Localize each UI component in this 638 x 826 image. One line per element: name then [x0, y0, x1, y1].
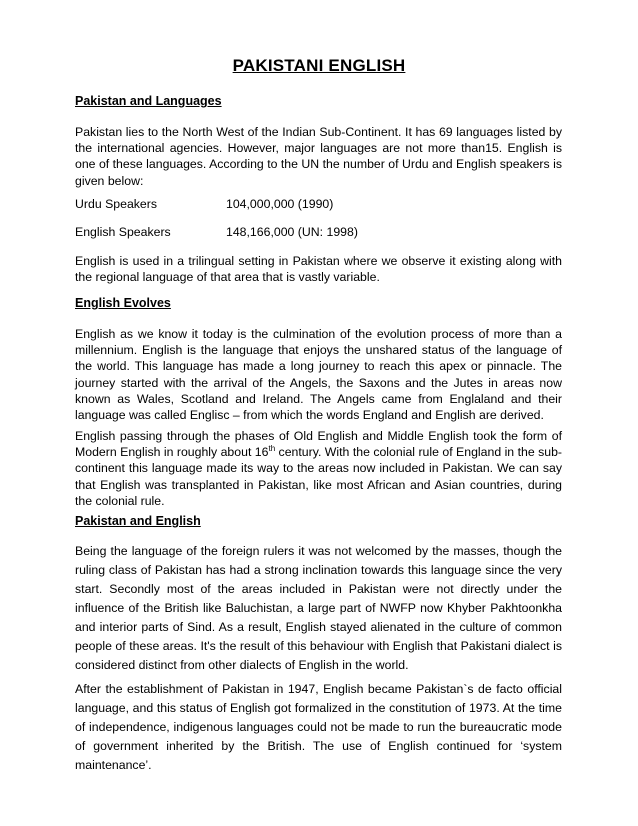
evolves-paragraph-1: English as we know it today is the culmination of the evolution process of more than a millennium. English is the language that enjoys the unshared status of the language of the world. This language has made a long journey to reach this apex or pinnacle. The journey started with the arrival of the Angels, the Saxons and the Jutes in areas now known as Wales, Scotland and Ireland. The Angels came from Englaland and their language was called Englisc – from which the words England and English are derived. [75, 327, 562, 423]
english-speakers-label: English Speakers [75, 225, 171, 239]
urdu-speakers-label: Urdu Speakers [75, 197, 158, 211]
evolves-paragraph-2 [75, 428, 562, 509]
section-heading-english-evolves: English Evolves [75, 296, 171, 310]
urdu-speakers-row [75, 196, 334, 212]
trilingual-paragraph: English is used in a trilingual setting in Pakistan where we observe it existing along with the regional language of that area that is vastly variable. [75, 254, 562, 285]
english-speakers-row [75, 224, 358, 240]
urdu-speakers-value: 104,000,000 (1990) [226, 197, 334, 211]
ordinal-superscript: th [268, 444, 276, 454]
english-speakers-value: 148,166,000 (UN: 1998) [226, 225, 358, 239]
intro-paragraph: Pakistan lies to the North West of the Indian Sub-Continent. It has 69 languages listed by the international agencies. However, major languages are not more than15. English is one of these languages. According to the UN the number of Urdu and English speakers is given below: [75, 125, 562, 188]
page-title: PAKISTANI ENGLISH [232, 56, 406, 75]
evolves-paragraph-2-text-a: English passing through the phases of Old English and Middle English took the form of Modern English in roughly about 16 [75, 429, 562, 460]
section-heading-pakistan-and-english: Pakistan and English [75, 514, 201, 528]
pakistan-english-paragraph-1: Being the language of the foreign rulers it was not welcomed by the masses, though the ruling class of Pakistan has had a strong inclination towards this language since the very start. Secondly most of the areas included in Pakistan were not directly under the influence of the British like Baluchistan, a large part of NWFP now Khyber Pakhtoonkha and interior parts of Sind. As a result, English stayed alienated in the culture of common people of these areas. It's the result of this behaviour with English that Pakistani dialect is considered distinct from other dialects of English in the world. [75, 544, 562, 672]
pakistan-english-paragraph-2: After the establishment of Pakistan in 1947, English became Pakistan`s de facto official language, and this status of English got formalized in the constitution of 1973. At the time of independence, indigenous languages could not be made to run the bureaucratic mode of government inherited by the British. The use of English continued for ‘system maintenance’. [75, 682, 562, 772]
evolves-paragraph-2-text-b: century. With the colonial rule of England in the sub-continent this language made its way to the areas now included in Pakistan. We can say that English was transplanted in Pakistan, like most African and Asian countries, during the colonial rule. [75, 445, 562, 508]
section-heading-pakistan-and-languages: Pakistan and Languages [75, 94, 222, 108]
